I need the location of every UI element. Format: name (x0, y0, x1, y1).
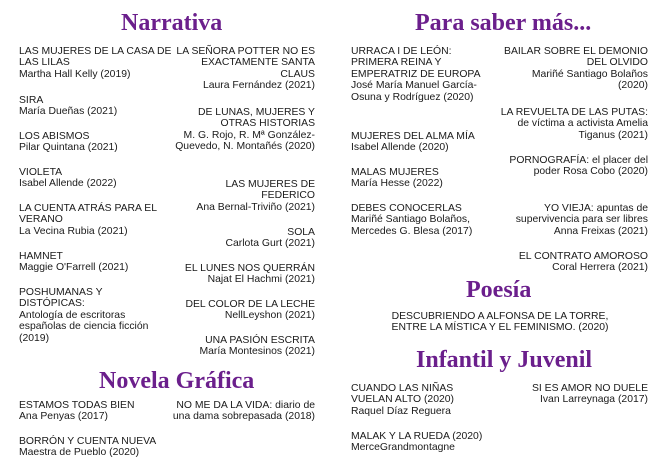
book-title: EL LUNES NOS QUERRÁN (184, 263, 315, 274)
book-title: DEL COLOR DE LA LECHE (185, 299, 315, 310)
book-entry (175, 107, 315, 153)
book-entry (351, 46, 481, 103)
book-author: Isabel Allende (2020) (351, 142, 449, 154)
heading-narrativa: Narrativa (121, 10, 223, 36)
book-entry (19, 203, 164, 237)
book-author: María Dueñas (2021) (19, 106, 118, 118)
book-entry (19, 46, 179, 80)
book-author: Ana Penyas (2017) (19, 411, 108, 423)
book-author: Ivan Larreynaga (2017) (539, 394, 648, 406)
book-title: BAILAR SOBRE EL DEMONIO DEL OLVIDO (504, 46, 648, 69)
book-title: URRACA I DE LEÓN: PRIMERA REINA Y EMPERATRIZ DE EUROPA (351, 46, 481, 80)
book-title: YO VIEJA: (544, 203, 594, 214)
book-author: María Hesse (2022) (351, 178, 443, 190)
book-title: CUANDO LAS NIÑAS VUELAN ALTO (351, 383, 454, 406)
book-entry (175, 227, 315, 250)
book-entry (19, 287, 149, 344)
book-title: LA REVUELTA DE LAS PUTAS: (500, 107, 648, 118)
book-title: HAMNET (19, 251, 63, 262)
book-entry (175, 46, 315, 92)
book-title: LAS MUJERES DE FEDERICO (225, 179, 315, 202)
book-title: DEBES CONOCERLAS (351, 203, 462, 214)
book-entry (19, 95, 179, 118)
book-title: EL CONTRATO AMOROSO (518, 251, 648, 262)
book-entry (520, 383, 648, 406)
book-author: María Montesinos (2021) (199, 346, 315, 358)
book-title: LA SEÑORA POTTER NO ES EXACTAMENTE SANTA CLAUS (176, 46, 315, 80)
book-author: (2020) MerceGrandmontagne (351, 431, 483, 454)
book-author: Najat El Hachmi (2021) (207, 274, 315, 286)
book-title: DE LUNAS, MUJERES Y OTRAS HISTORIAS (197, 107, 315, 130)
book-title: LAS MUJERES DE LA CASA DE LAS LILAS (19, 46, 172, 69)
heading-poesia: Poesía (466, 277, 532, 303)
book-author: de víctima a activista Amelia Tiganus (2021) (517, 118, 648, 141)
book-entry (351, 431, 491, 454)
book-author: José María Manuel García-Osuna y Rodríguez (2020) (351, 80, 477, 103)
book-entry (500, 203, 648, 237)
book-entry (500, 155, 648, 178)
book-entry (490, 107, 648, 141)
book-author: Pilar Quintana (2021) (19, 142, 118, 154)
book-entry (500, 46, 648, 92)
book-author: (2020) (578, 322, 609, 334)
book-title: MALAK Y LA RUEDA (351, 431, 450, 442)
book-author: Maggie O'Farrell (2021) (19, 262, 129, 274)
book-author: La Vecina Rubia (2021) (19, 225, 128, 237)
book-entry (175, 299, 315, 322)
book-title: MUJERES DEL ALMA MÍA (351, 131, 475, 142)
book-title: DESCUBRIENDO A ALFONSA DE LA TORRE, ENTRE LA MÍSTICA Y EL FEMINISMO. (391, 311, 609, 334)
book-author: M. G. Rojo, R. Mª González-Quevedo, N. Montañés (2020) (175, 129, 315, 153)
book-title: NO ME DA LA VIDA: (176, 400, 273, 411)
book-title: VIOLETA (19, 167, 63, 178)
book-title: LA CUENTA ATRÁS PARA EL VERANO (19, 203, 157, 226)
book-entry (170, 400, 315, 423)
heading-para-saber-mas: Para saber más... (415, 10, 592, 36)
book-title: MALAS MUJERES (351, 167, 439, 178)
book-title: ESTAMOS TODAS BIEN (19, 400, 135, 411)
book-entry (19, 400, 179, 423)
book-author: Mariñé Santiago Bolaños, Mercedes G. Blesa (2017) (351, 214, 473, 237)
book-entry (19, 131, 179, 154)
book-author: Maestra de Pueblo (2020) (19, 447, 140, 459)
book-entry (351, 167, 511, 190)
book-author: Mariñé Santiago Bolaños (2020) (531, 68, 648, 92)
book-author: Isabel Allende (2022) (19, 178, 117, 190)
book-author: Carlota Gurt (2021) (225, 238, 315, 250)
book-entry (375, 311, 625, 334)
heading-novela-grafica: Novela Gráfica (99, 368, 255, 394)
book-title: SIRA (19, 95, 44, 106)
book-entry (500, 251, 648, 274)
book-author: Laura Fernández (2021) (202, 80, 315, 92)
book-title: PORNOGRAFÍA: (509, 155, 590, 166)
book-entry (19, 167, 179, 190)
book-entry (175, 263, 315, 286)
book-title: LOS ABISMOS (19, 131, 90, 142)
book-entry (19, 251, 179, 274)
book-title: SI ES AMOR NO DUELE (531, 383, 648, 394)
heading-infantil-juvenil: Infantil y Juvenil (416, 347, 593, 373)
book-author: NellLeyshon (2021) (224, 310, 315, 322)
book-author: (2020) Raquel Díaz Reguera (351, 394, 455, 417)
book-author: Antología de escritoras españolas de ciencia ficción (2019) (19, 309, 149, 344)
book-entry (351, 203, 481, 237)
book-author: apuntas de supervivencia para ser libres Anna Freixas (2021) (515, 203, 648, 237)
book-author: Martha Hall Kelly (2019) (19, 68, 131, 80)
book-entry (175, 335, 315, 358)
book-title: UNA PASIÓN ESCRITA (205, 335, 315, 346)
book-entry (351, 131, 511, 154)
book-title: POSHUMANAS Y DISTÓPICAS: (19, 287, 103, 310)
book-author: Ana Bernal-Triviño (2021) (196, 201, 315, 213)
book-author: diario de una dama sobrepasada (2018) (172, 400, 315, 423)
book-author: Coral Herrera (2021) (552, 262, 648, 274)
book-title: SOLA (287, 227, 315, 238)
book-entry (351, 383, 456, 417)
book-entry (175, 179, 315, 213)
book-entry (19, 436, 179, 459)
book-author: el placer del poder Rosa Cobo (2020) (533, 155, 648, 178)
book-title: BORRÓN Y CUENTA NUEVA (19, 436, 157, 447)
